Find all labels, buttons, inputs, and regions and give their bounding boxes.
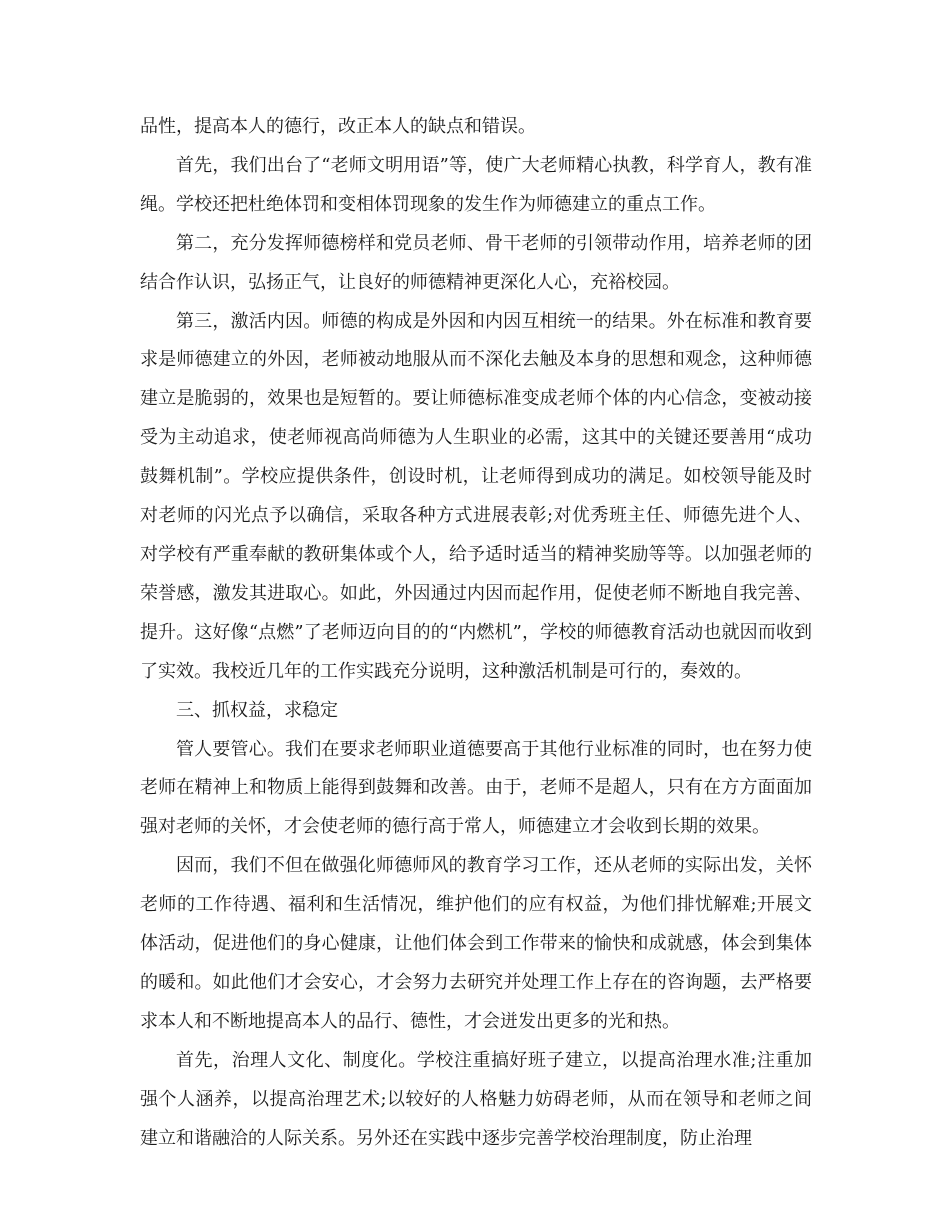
paragraph-5: 管人要管心。我们在要求老师职业道德要高于其他行业标准的同时，也在努力使老师在精神上和物质上能得到鼓舞和改善。由于，老师不是超人，只有在方方面面加强对老师的关怀，才会使老师的德行高于常人，师德建立才会收到长期的效果。 — [140, 738, 812, 838]
paragraph-3: 第二，充分发挥师德榜样和党员老师、骨干老师的引领带动作用，培养老师的团结合作认识，弘扬正气，让良好的师德精神更深化人心，充裕校园。 — [140, 232, 812, 293]
paragraph-7: 首先，治理人文化、制度化。学校注重搞好班子建立，以提高治理水准;注重加强个人涵养，以提高治理艺术;以较好的人格魅力妨碍老师，从而在领导和老师之间建立和谐融洽的人际关系。另外还在实践中逐步完善学校治理制度，防止治理 — [140, 1049, 812, 1149]
paragraph-6: 因而，我们不但在做强化师德师风的教育学习工作，还从老师的实际出发，关怀老师的工作待遇、福利和生活情况，维护他们的应有权益，为他们排忧解难;开展文体活动，促进他们的身心健康，让他们体会到工作带来的愉快和成就感，体会到集体的暖和。如此他们才会安心，才会努力去研究并处理工作上存在的咨询题，去严格要求本人和不断地提高本人的品行、德性，才会迸发出更多的光和热。 — [140, 855, 812, 1032]
paragraph-4: 第三，激活内因。师德的构成是外因和内因互相统一的结果。外在标准和教育要求是师德建立的外因，老师被动地服从而不深化去触及本身的思想和观念，这种师德建立是脆弱的，效果也是短暂的。要让师德标准变成老师个体的内心信念，变被动接受为主动追求，使老师视高尚师德为人生职业的必需，这其中的关键还要善用“成功鼓舞机制”。学校应提供条件，创设时机，让老师得到成功的满足。如校领导能及时对老师的闪光点予以确信，采取各种方式进展表彰;对优秀班主任、师德先进个人、对学校有严重奉献的教研集体或个人，给予适时适当的精神奖励等等。以加强老师的荣誉感，激发其进取心。如此，外因通过内因而起作用，促使老师不断地自我完善、提升。这好像“点燃”了老师迈向目的的“内燃机”，学校的师德教育活动也就因而收到了实效。我校近几年的工作实践充分说明，这种激活机制是可行的，奏效的。 — [140, 310, 812, 682]
paragraph-2: 首先，我们出台了“老师文明用语”等，使广大老师精心执教，科学育人，教有准绳。学校还把杜绝体罚和变相体罚现象的发生作为师德建立的重点工作。 — [140, 154, 812, 215]
section-heading: 三、抓权益，求稳定 — [176, 699, 338, 721]
document-body — [140, 108, 812, 1158]
paragraph-1: 品性，提高本人的德行，改正本人的缺点和错误。 — [140, 116, 536, 137]
